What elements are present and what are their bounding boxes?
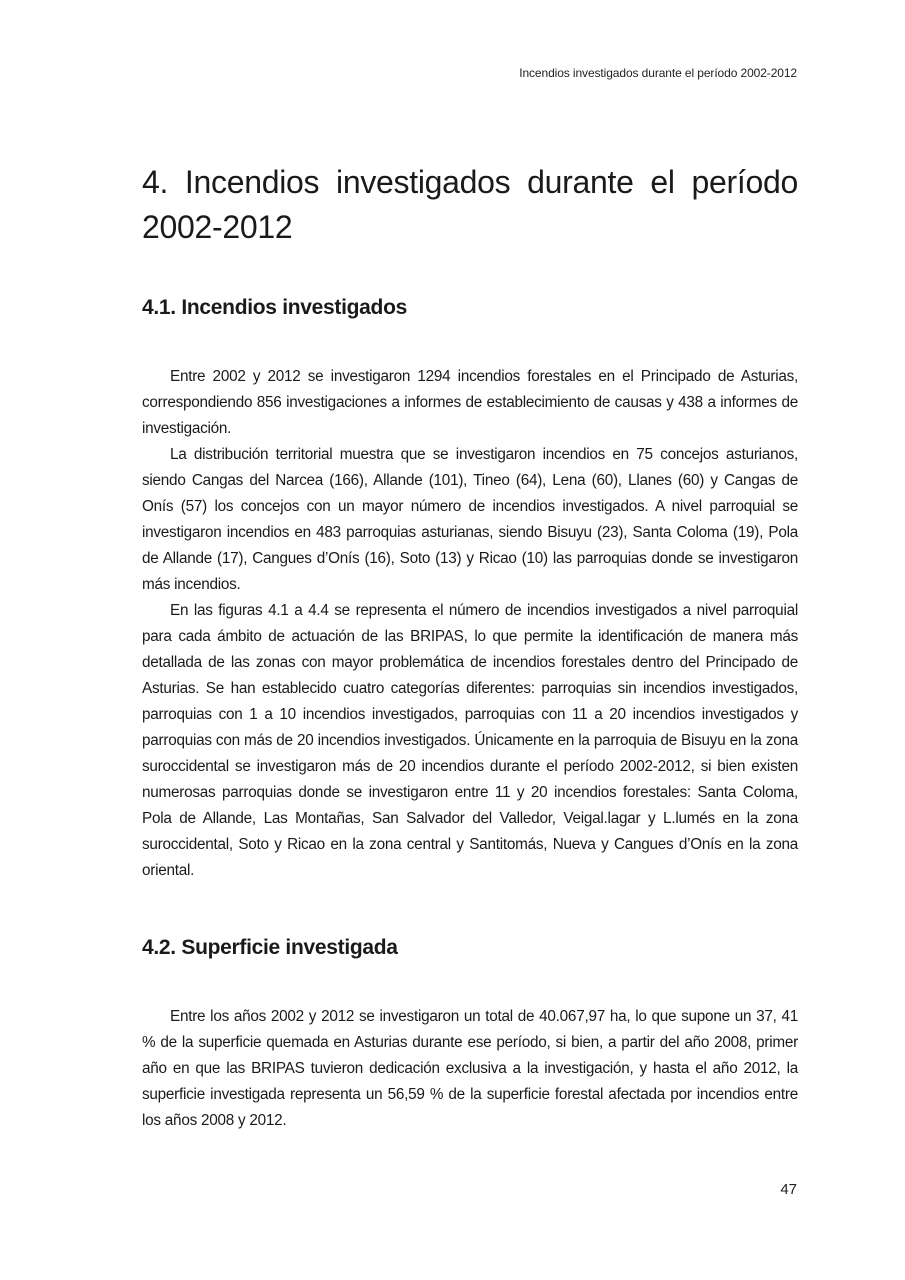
paragraph: En las figuras 4.1 a 4.4 se representa el número de incendios investigados a nivel parroquial para cada ámbito de actuación de las BRIPAS, lo que permite la identificación de manera más detallada de las zonas con mayor problemática de incendios forestales dentro del Principado de Asturias. Se han establecido cuatro categorías diferentes: parroquias sin incendios investigados, parroquias con 1 a 10 incendios investigados, parroquias con 11 a 20 incendios investigados y parroquias con más de 20 incendios investigados. Únicamente en la parroquia de Bisuyu en la zona suroccidental se investigaron más de 20 incendios durante el período 2002-2012, si bien existen numerosas parroquias donde se investigaron entre 11 y 20 incendios forestales: Santa Coloma, Pola de Allande, Las Montañas, San Salvador del Valledor, Veigal.lagar y L.lumés en la zona suroccidental, Soto y Ricao en la zona central y Santitomás, Nueva y Cangues d’Onís en la zona oriental. (142, 602, 798, 879)
running-header: Incendios investigados durante el período 2002-2012 (519, 66, 797, 80)
paragraph: La distribución territorial muestra que se investigaron incendios en 75 concejos asturianos, siendo Cangas del Narcea (166), Allande (101), Tineo (64), Lena (60), Llanes (60) y Cangas de Onís (57) los concejos con un mayor número de incendios investigados. A nivel parroquial se investigaron incendios en 483 parroquias asturianas, siendo Bisuyu (23), Santa Coloma (19), Pola de Allande (17), Cangues d’Onís (16), Soto (13) y Ricao (10) las parroquias donde se investigaron más incendios. (142, 446, 798, 593)
paragraph: Entre los años 2002 y 2012 se investigaron un total de 40.067,97 ha, lo que supone un 37, 41 % de la superficie quemada en Asturias durante ese período, si bien, a partir del año 2008, primer año en que las BRIPAS tuvieron dedicación exclusiva a la investigación, y hasta el año 2012, la superficie investigada representa un 56,59 % de la superficie forestal afectada por incendios entre los años 2008 y 2012. (142, 1008, 798, 1129)
chapter-title: 4. Incendios investigados durante el período 2002-2012 (142, 164, 798, 245)
section-heading-superficie-investigada: 4.2. Superficie investigada (142, 936, 398, 959)
section-body-incendios-investigados (142, 364, 798, 884)
section-body-superficie-investigada (142, 1004, 798, 1134)
section-heading-incendios-investigados: 4.1. Incendios investigados (142, 296, 407, 319)
paragraph: Entre 2002 y 2012 se investigaron 1294 incendios forestales en el Principado de Asturias, correspondiendo 856 investigaciones a informes de establecimiento de causas y 438 a informes de investigación. (142, 368, 798, 437)
page-number: 47 (780, 1181, 797, 1198)
